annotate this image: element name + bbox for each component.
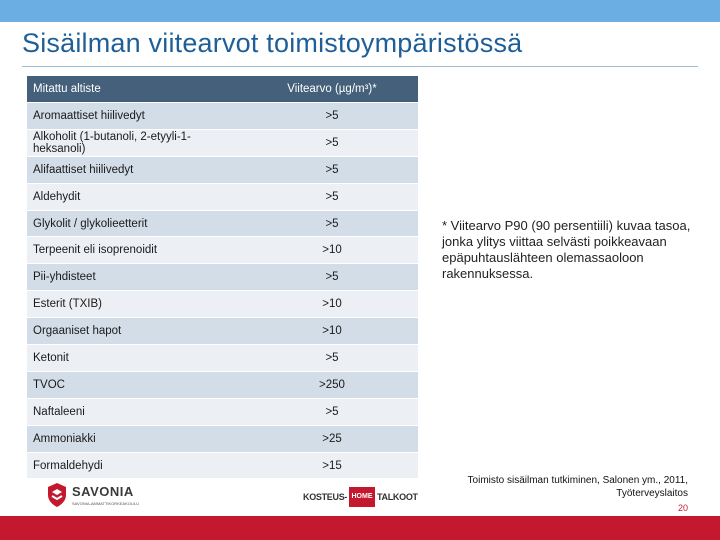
reference-value: >5 — [246, 345, 418, 372]
reference-values-table — [27, 76, 418, 478]
page-number: 20 — [677, 503, 688, 513]
reference-value: >5 — [246, 129, 418, 156]
table-row — [27, 264, 418, 291]
bottom-accent-bar — [0, 516, 720, 540]
table-row — [27, 425, 418, 452]
top-accent-bar — [0, 0, 720, 22]
slide-title: Sisäilman viitearvot toimistoympäristössä — [22, 28, 523, 58]
reference-value: >10 — [246, 318, 418, 345]
exposure-name: Ketonit — [27, 345, 246, 372]
exposure-name: TVOC — [27, 371, 246, 398]
header-reference-value: Viitearvo (µg/m³)* — [246, 76, 418, 103]
table-body — [27, 103, 418, 479]
exposure-name: Alkoholit (1-butanoli, 2-etyyli-1-heksanoli) — [27, 129, 246, 156]
exposure-name: Ammoniakki — [27, 425, 246, 452]
reference-value: >15 — [246, 452, 418, 478]
savonia-emblem-icon — [46, 482, 68, 508]
logo-text-right: TALKOOT — [377, 492, 418, 502]
table-row — [27, 237, 418, 264]
reference-value: >5 — [246, 183, 418, 210]
source-line-2: Työterveyslaitos — [616, 488, 688, 499]
reference-value: >5 — [246, 398, 418, 425]
exposure-name: Aromaattiset hiilivedyt — [27, 103, 246, 130]
kosteushome-talkoot-logo — [303, 484, 418, 512]
reference-value: >5 — [246, 210, 418, 237]
savonia-logo — [46, 482, 156, 512]
reference-value: >5 — [246, 103, 418, 130]
reference-value: >10 — [246, 237, 418, 264]
savonia-subtitle: SAVONIA-AMMATTIKORKEAKOULU — [72, 501, 139, 506]
table-row — [27, 345, 418, 372]
logo-text-left: KOSTEUS- — [303, 492, 348, 502]
reference-value: >25 — [246, 425, 418, 452]
table-row — [27, 398, 418, 425]
table-row — [27, 291, 418, 318]
table-row — [27, 103, 418, 130]
exposure-name: Naftaleeni — [27, 398, 246, 425]
logo-home-sign: HOME — [349, 487, 375, 507]
reference-value: >10 — [246, 291, 418, 318]
exposure-name: Formaldehydi — [27, 452, 246, 478]
table-row — [27, 183, 418, 210]
table-row — [27, 371, 418, 398]
table-header-row — [27, 76, 418, 103]
footnote-text: * Viitearvo P90 (90 persentiili) kuvaa tasoa, jonka ylitys viittaa selvästi poikkeavaan epäpuhtauslähteen olemassaoloon rakennuksessa. — [442, 218, 691, 281]
table-row — [27, 210, 418, 237]
header-exposure: Mitattu altiste — [27, 76, 246, 103]
exposure-name: Orgaaniset hapot — [27, 318, 246, 345]
exposure-name: Alifaattiset hiilivedyt — [27, 156, 246, 183]
source-line-1: Toimisto sisäilman tutkiminen, Salonen ym., 2011, — [467, 475, 688, 486]
reference-value: >5 — [246, 264, 418, 291]
exposure-name: Pii-yhdisteet — [27, 264, 246, 291]
exposure-name: Esterit (TXIB) — [27, 291, 246, 318]
reference-value: >250 — [246, 371, 418, 398]
exposure-name: Glykolit / glykolieetterit — [27, 210, 246, 237]
table-row — [27, 156, 418, 183]
exposure-name: Aldehydit — [27, 183, 246, 210]
exposure-name: Terpeenit eli isoprenoidit — [27, 237, 246, 264]
table-row — [27, 452, 418, 478]
title-divider — [22, 66, 698, 67]
savonia-name: SAVONIA — [72, 484, 134, 499]
table-row — [27, 129, 418, 156]
source-citation — [428, 474, 688, 500]
table-row — [27, 318, 418, 345]
reference-value: >5 — [246, 156, 418, 183]
